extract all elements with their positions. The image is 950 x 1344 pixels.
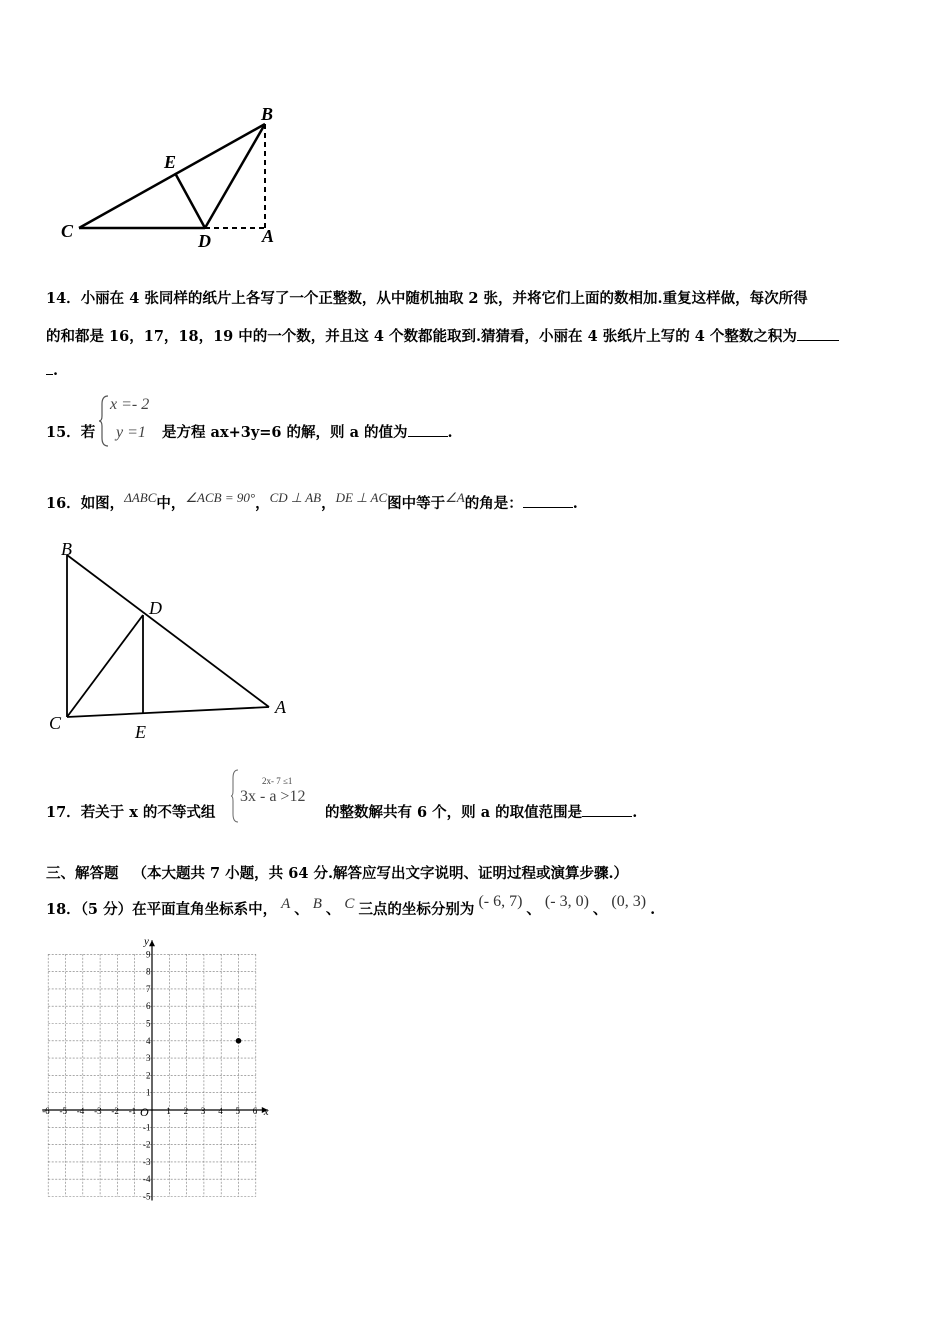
x-tick-label: 1 (166, 1106, 171, 1116)
sep: 、 (526, 901, 541, 918)
sep: 、 (592, 901, 608, 918)
question-number: 18． (46, 901, 81, 918)
y-tick-label: 6 (146, 1001, 151, 1012)
question-text: 的和都是 16，17，18，19 中的一个数，并且这 4 个数都能取到.猜猜看，小丽在 4 张纸片上写的 4 个整数之积为 (46, 328, 797, 345)
figure-triangle-q16 (45, 535, 305, 745)
question-text: 小丽在 4 张同样的纸片上各写了一个正整数，从中随机抽取 2 张，并将它们上面的数相加.重复这样做，每次所得 (80, 290, 808, 307)
y-tick-label: -3 (143, 1156, 151, 1167)
point-c-label: C (344, 896, 355, 912)
perp-de-ac: DE ⊥ AC (335, 490, 388, 505)
point-b-label: B (312, 896, 322, 912)
question-16 (46, 492, 578, 513)
segment-CD (67, 615, 143, 717)
question-number: 15． (46, 424, 81, 441)
question-text: 的整数解共有 6 个，则 a 的取值范围是 (325, 804, 583, 821)
question-18 (46, 893, 656, 919)
y-tick-label: -4 (143, 1174, 151, 1185)
question-text: 三点的坐标分别为 (358, 901, 475, 918)
question-number: 17． (46, 804, 81, 821)
question-15-text (162, 421, 453, 442)
answer-blank[interactable] (797, 328, 839, 341)
triangle-abc: ΔABC (124, 490, 157, 505)
perp-cd-ab: CD ⊥ AB (269, 490, 322, 505)
x-tick-label: -3 (94, 1106, 102, 1116)
question-text: （5 分）在平面直角坐标系中， (80, 901, 278, 918)
label-A: A (275, 697, 286, 717)
x-tick-label: 5 (235, 1106, 240, 1116)
question-prefix: 若 (80, 424, 96, 441)
y-tick-label: 2 (146, 1070, 151, 1081)
answer-blank-cont[interactable] (46, 362, 53, 375)
label-E: E (135, 722, 146, 742)
x-tick-label: 4 (218, 1106, 223, 1116)
x-axis-label: x (263, 1106, 269, 1118)
label-C: C (61, 221, 74, 241)
y-tick-label: 4 (146, 1035, 151, 1046)
x-tick-label: 6 (252, 1106, 258, 1116)
question-text: 的角是： (464, 495, 523, 512)
system-eq1: x =- 2 (110, 396, 150, 413)
segment-ED (175, 173, 205, 228)
question-text: 是方程 ax+3y=6 的解，则 a 的值为 (162, 424, 408, 441)
sep: 、 (325, 901, 341, 918)
question-17 (46, 801, 215, 822)
origin-label: O (140, 1105, 149, 1119)
label-C: C (49, 713, 62, 733)
comma: ， (321, 495, 336, 512)
x-tick-label: -1 (128, 1106, 137, 1116)
label-B: B (261, 104, 274, 124)
question-14-line2 (46, 325, 839, 346)
x-tick-label: -6 (42, 1106, 50, 1116)
x-tick-label: 3 (200, 1106, 206, 1116)
y-tick-label: -2 (143, 1139, 151, 1150)
y-tick-label: 5 (146, 1018, 151, 1029)
label-D: D (149, 598, 162, 618)
question-end: . (53, 362, 59, 379)
label-E: E (164, 152, 177, 172)
y-tick-label: 8 (146, 966, 151, 977)
answer-blank[interactable] (408, 424, 448, 437)
segment-CA (67, 707, 269, 717)
system-eq2: y =1 (116, 424, 146, 441)
coord-a: (- 6, 7) (478, 893, 523, 910)
question-prefix: 如图， (80, 495, 125, 512)
x-tick-label: 2 (183, 1106, 189, 1116)
answer-blank[interactable] (523, 495, 573, 508)
plotted-point (236, 1038, 242, 1044)
coordinate-grid (40, 935, 290, 1202)
sep: 、 (294, 901, 309, 918)
coord-c: (0, 3) (611, 893, 647, 910)
question-14-line3 (46, 362, 58, 379)
segment-CB (79, 124, 265, 228)
question-17-text (325, 801, 637, 822)
inequality-2: 3x - a >12 (240, 788, 306, 805)
inequality-1: 2x- 7 ≤1 (262, 776, 293, 786)
section-title: 三、解答题 (46, 865, 119, 882)
question-end: . (650, 901, 656, 918)
y-tick-label: 1 (146, 1087, 151, 1098)
question-number: 14． (46, 290, 81, 307)
label-B: B (61, 539, 72, 559)
y-tick-label: 3 (146, 1053, 151, 1064)
x-tick-label: -2 (111, 1106, 119, 1116)
angle-a: ∠A (445, 490, 465, 505)
y-axis-label: y (144, 935, 149, 948)
segment-BA (67, 555, 269, 707)
question-15 (46, 421, 95, 442)
x-tick-label: -5 (59, 1106, 67, 1116)
x-tick-label: -4 (76, 1106, 85, 1116)
coord-b: (- 3, 0) (544, 893, 589, 910)
question-text: 图中等于 (387, 495, 446, 512)
y-tick-label: -5 (143, 1191, 151, 1202)
section-3-heading (46, 862, 628, 883)
point-a-label: A (281, 896, 291, 912)
answer-blank[interactable] (582, 804, 632, 817)
angle-acb: ∠ACB = 90° (185, 490, 256, 505)
question-end: . (572, 495, 578, 512)
question-14-line1 (46, 287, 808, 308)
y-tick-label: 7 (146, 983, 151, 994)
y-axis-arrow (149, 940, 155, 946)
comma: ， (255, 495, 270, 512)
question-text: 中， (156, 495, 186, 512)
question-number: 16． (46, 495, 81, 512)
label-A: A (262, 226, 275, 246)
system-brace (230, 768, 240, 824)
y-tick-label: 9 (146, 949, 151, 960)
y-tick-label: -1 (143, 1122, 151, 1133)
system-brace (98, 394, 110, 448)
question-end: . (632, 804, 638, 821)
figure-triangle-q13 (55, 100, 295, 250)
section-note: （本大题共 7 小题，共 64 分.解答应写出文字说明、证明过程或演算步骤.） (132, 865, 629, 882)
question-end: . (447, 424, 453, 441)
question-prefix: 若关于 x 的不等式组 (80, 804, 216, 821)
label-D: D (198, 231, 211, 251)
